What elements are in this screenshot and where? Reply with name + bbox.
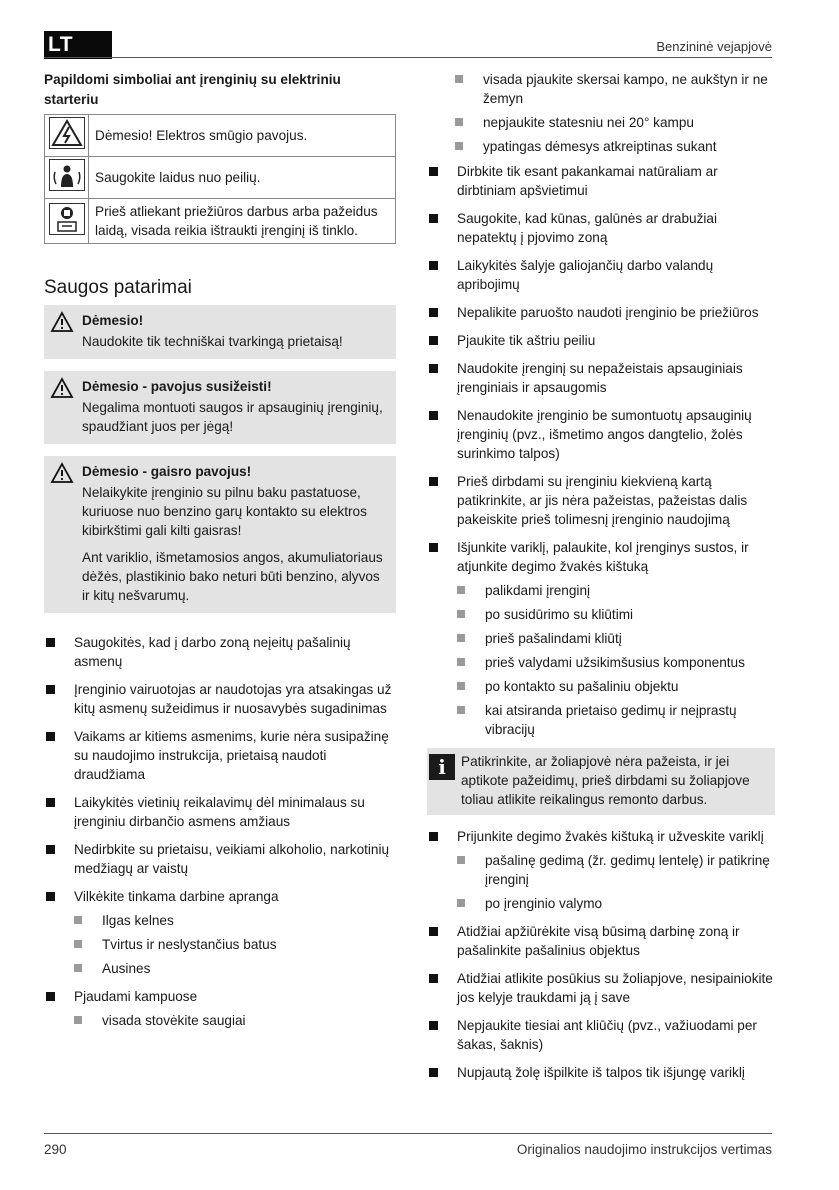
list-item: Pjaukite tik aštriu peiliu <box>427 331 775 350</box>
sub-list-item: po įrenginio valymo <box>457 894 775 913</box>
safety-list-left <box>44 633 396 1030</box>
warning-box <box>44 305 396 359</box>
sub-list-item: kai atsiranda prietaiso gedimų ir neįprastų vibracijų <box>457 701 775 739</box>
list-item: Vaikams ar kitiems asmenims, kurie nėra susipažinę su naudojimo instrukcija, prietaisą naudoti draudžiama <box>44 727 396 784</box>
sub-list-item: prieš valydami užsikimšusius komponentus <box>457 653 775 672</box>
list-item: Saugokite, kad kūnas, galūnės ar drabužiai nepatektų į pjovimo zoną <box>427 209 775 247</box>
sub-list <box>74 1011 396 1030</box>
left-column <box>44 70 396 1039</box>
list-item: Nepjaukite tiesiai ant kliūčių (pvz., važiuodami per šakas, šaknis) <box>427 1016 775 1054</box>
list-item: Laikykitės vietinių reikalavimų dėl minimalaus su įrenginiu dirbančio asmens amžiaus <box>44 793 396 831</box>
symbol-row <box>45 199 396 244</box>
section-title: Saugos patarimai <box>44 277 192 298</box>
sub-list <box>74 911 396 978</box>
list-item: Naudokite įrenginį su nepažeistais apsauginiais įrenginiais ir apsaugomis <box>427 359 775 397</box>
warning-triangle-icon <box>50 377 74 399</box>
safety-list-right-b <box>427 827 775 1082</box>
footer-note: Originalios naudojimo instrukcijos vertimas <box>516 1142 772 1157</box>
right-column <box>427 70 775 1091</box>
list-item: Prieš dirbdami su įrenginiu kiekvieną kartą patikrinkite, ar jis nėra pažeistas, pažeistas dalis pakeiskite prieš tolimesnį įrenginio naudojimą <box>427 472 775 529</box>
list-item: Laikykitės šalyje galiojančių darbo valandų apribojimų <box>427 256 775 294</box>
safety-list-right <box>427 162 775 739</box>
list-item: Atidžiai apžiūrėkite visą būsimą darbinę zoną ir pašalinkite pašalinius objektus <box>427 922 775 960</box>
header-rule <box>44 57 772 58</box>
symbols-table <box>44 114 396 244</box>
warning-text: Negalima montuoti saugos ir apsauginių įrenginių, spaudžiant juos per jėgą! <box>82 400 383 434</box>
warning-box <box>44 456 396 613</box>
warning-text: Nelaikykite įrenginio su pilnu baku pastatuose, kuriuose nuo benzino garų kontakto su elektros kibirkštimi gali kilti gaisras! <box>82 485 367 538</box>
warning-title: Dėmesio! <box>82 313 144 328</box>
warning-triangle-icon <box>50 311 74 333</box>
info-box <box>427 748 775 815</box>
sub-list-item: ypatingas dėmesys atkreiptinas sukant <box>455 137 775 156</box>
sub-list-item: pašalinę gedimą (žr. gedimų lentelę) ir patikrinę įrenginį <box>457 851 775 889</box>
sub-list-item: palikdami įrenginį <box>457 581 775 600</box>
list-item: Nedirbkite su prietaisu, veikiami alkoholio, narkotinių medžiagų ar vaistų <box>44 840 396 878</box>
symbol-row <box>45 115 396 157</box>
warning-box <box>44 371 396 444</box>
list-item: Įrenginio vairuotojas ar naudotojas yra atsakingas už kitų asmenų sužeidimus ir nuosavybės sugadinimas <box>44 680 396 718</box>
info-text: Patikrinkite, ar žoliapjovė nėra pažeista, ir jei aptikote pažeidimų, prieš dirbdami su žoliapjove toliau atlikite reikalingus remonto darbus. <box>461 754 750 807</box>
list-item: Atidžiai atlikite posūkius su žoliapjove, nesipainiokite jos kelyje traukdami ją į save <box>427 969 775 1007</box>
symbols-title: Papildomi simboliai ant įrenginių su elektriniu starteriu <box>44 72 341 107</box>
list-item: Vilkėkite tinkama darbine apranga Ilgas kelnes Tvirtus ir neslystančius batus Ausines <box>44 887 396 978</box>
sub-list <box>457 581 775 739</box>
list-item: Nenaudokite įrenginio be sumontuotų apsauginių įrenginių (pvz., išmetimo angos dangtelio, žolės surinkimo talpos) <box>427 406 775 463</box>
sub-list-item: nepjaukite statesniu nei 20° kampu <box>455 113 775 132</box>
page-number: 290 <box>44 1142 67 1157</box>
warning-title: Dėmesio - pavojus susižeisti! <box>82 379 272 394</box>
sub-list <box>455 70 775 156</box>
sub-list-item: po susidūrimo su kliūtimi <box>457 605 775 624</box>
info-icon: i <box>429 754 455 780</box>
warning-title: Dėmesio - gaisro pavojus! <box>82 464 252 479</box>
footer-rule <box>44 1133 772 1134</box>
list-item: Nupjautą žolę išpilkite iš talpos tik išjungę variklį <box>427 1063 775 1082</box>
sub-list-item: Tvirtus ir neslystančius batus <box>74 935 396 954</box>
list-item: Saugokitės, kad į darbo zoną neįeitų pašalinių asmenų <box>44 633 396 671</box>
warning-triangle-icon <box>50 462 74 484</box>
header-product: Benzininė vejapjovė <box>656 39 772 54</box>
sub-list-item: Ilgas kelnes <box>74 911 396 930</box>
sub-list-item: Ausines <box>74 959 396 978</box>
list-item: Pjaudami kampuose visada stovėkite saugiai <box>44 987 396 1030</box>
symbol-text: Prieš atliekant priežiūros darbus arba pažeidus laidą, visada reikia ištraukti įrenginį iš tinklo. <box>89 199 396 244</box>
symbol-row <box>45 157 396 199</box>
language-badge: LT <box>44 31 112 59</box>
warning-text: Ant variklio, išmetamosios angos, akumuliatoriaus dėžės, plastikinio bako neturi būti benzino, alyvos ir kitų nešvarumų. <box>82 550 383 603</box>
sub-list-item: po kontakto su pašaliniu objektu <box>457 677 775 696</box>
sub-list-item: prieš pašalindami kliūtį <box>457 629 775 648</box>
symbol-text: Dėmesio! Elektros smūgio pavojus. <box>89 115 396 157</box>
sub-list-item: visada stovėkite saugiai <box>74 1011 396 1030</box>
symbol-text: Saugokite laidus nuo peilių. <box>89 157 396 199</box>
warning-text: Naudokite tik techniškai tvarkingą prietaisą! <box>82 334 343 349</box>
unplug-before-maintenance-icon <box>49 203 85 235</box>
list-item: Dirbkite tik esant pakankamai natūraliam ar dirbtiniam apšvietimui <box>427 162 775 200</box>
list-item: Prijunkite degimo žvakės kištuką ir užveskite variklį pašalinę gedimą (žr. gedimų lentelę) ir patikrinę įrenginį po įrenginio valymo <box>427 827 775 913</box>
list-item: Išjunkite variklį, palaukite, kol įrenginys sustos, ir atjunkite degimo žvakės kištuką palikdami įrenginį po susidūrimo su kliūtimi prieš pašalindami kliūtį prieš valydami užsikimšusius komponentus po kontakto su pašaliniu objektu kai atsiranda prietaiso gedimų ir neįprastų vibracijų <box>427 538 775 739</box>
list-item: Nepalikite paruošto naudoti įrenginio be priežiūros <box>427 303 775 322</box>
keep-cables-away-icon <box>49 159 85 191</box>
sub-list <box>457 851 775 913</box>
sub-list-item: visada pjaukite skersai kampo, ne aukštyn ir ne žemyn <box>455 70 775 108</box>
electric-shock-warning-icon <box>49 117 85 149</box>
